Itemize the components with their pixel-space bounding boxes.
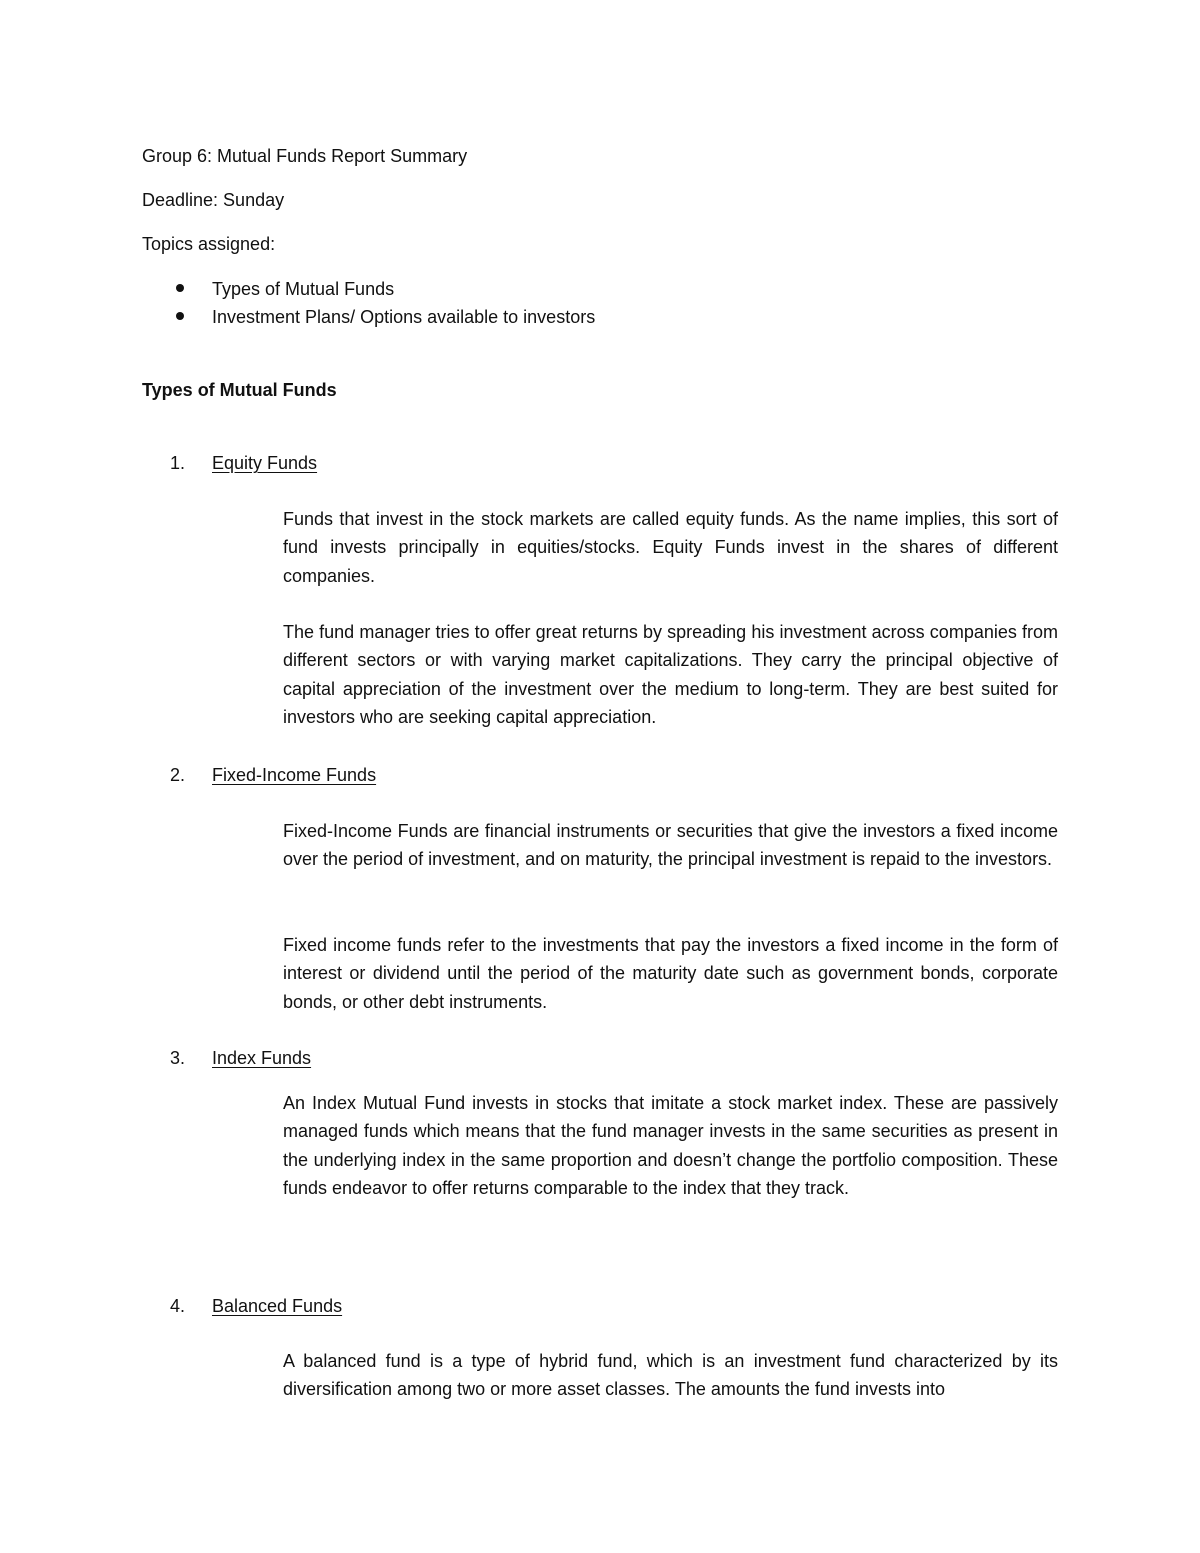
topics-list xyxy=(142,280,595,336)
deadline-line: Deadline: Sunday xyxy=(142,190,285,210)
item-number: 1. xyxy=(170,453,186,473)
section-heading: Types of Mutual Funds xyxy=(142,380,337,400)
document-title: Group 6: Mutual Funds Report Summary xyxy=(142,146,468,166)
paragraph: A balanced fund is a type of hybrid fund, which is an investment fund characterized by its diversification among two or more asset classes. The amounts the fund invests into xyxy=(283,1351,1058,1400)
item-number: 3. xyxy=(170,1048,186,1068)
topic-text: Investment Plans/ Options available to investors xyxy=(212,307,596,327)
bullet-icon xyxy=(176,284,184,292)
topic-item xyxy=(142,280,595,308)
item-number: 2. xyxy=(170,765,186,785)
bullet-icon xyxy=(176,312,184,320)
topics-label: Topics assigned: xyxy=(142,234,276,254)
topic-text: Types of Mutual Funds xyxy=(212,279,395,299)
item-title-fixed-income-funds: Fixed-Income Funds xyxy=(212,765,377,785)
paragraph: Funds that invest in the stock markets are called equity funds. As the name implies, this sort of fund invests principally in equities/stocks. Equity Funds invest in the shares of different companies. xyxy=(283,509,1058,586)
topic-item xyxy=(142,308,595,336)
paragraph: The fund manager tries to offer great returns by spreading his investment across companies from different sectors or with varying market capitalizations. They carry the principal objective of capital appreciation of the investment over the medium to long-term. They are best suited for investors who are seeking capital appreciation. xyxy=(283,622,1058,727)
item-title-balanced-funds: Balanced Funds xyxy=(212,1296,343,1316)
item-title-index-funds: Index Funds xyxy=(212,1048,312,1068)
paragraph: An Index Mutual Fund invests in stocks that imitate a stock market index. These are passively managed funds which means that the fund manager invests in the same securities as present in the underlying index in the same proportion and doesn’t change the portfolio composition. These funds endeavor to offer returns comparable to the index that they track. xyxy=(283,1093,1058,1198)
paragraph: Fixed income funds refer to the investments that pay the investors a fixed income in the form of interest or dividend until the period of the maturity date such as government bonds, corporate bonds, or other debt instruments. xyxy=(283,935,1058,1012)
item-number: 4. xyxy=(170,1296,186,1316)
item-title-equity-funds: Equity Funds xyxy=(212,453,318,473)
paragraph: Fixed-Income Funds are financial instruments or securities that give the investors a fixed income over the period of investment, and on maturity, the principal investment is repaid to the investors. xyxy=(283,821,1058,870)
